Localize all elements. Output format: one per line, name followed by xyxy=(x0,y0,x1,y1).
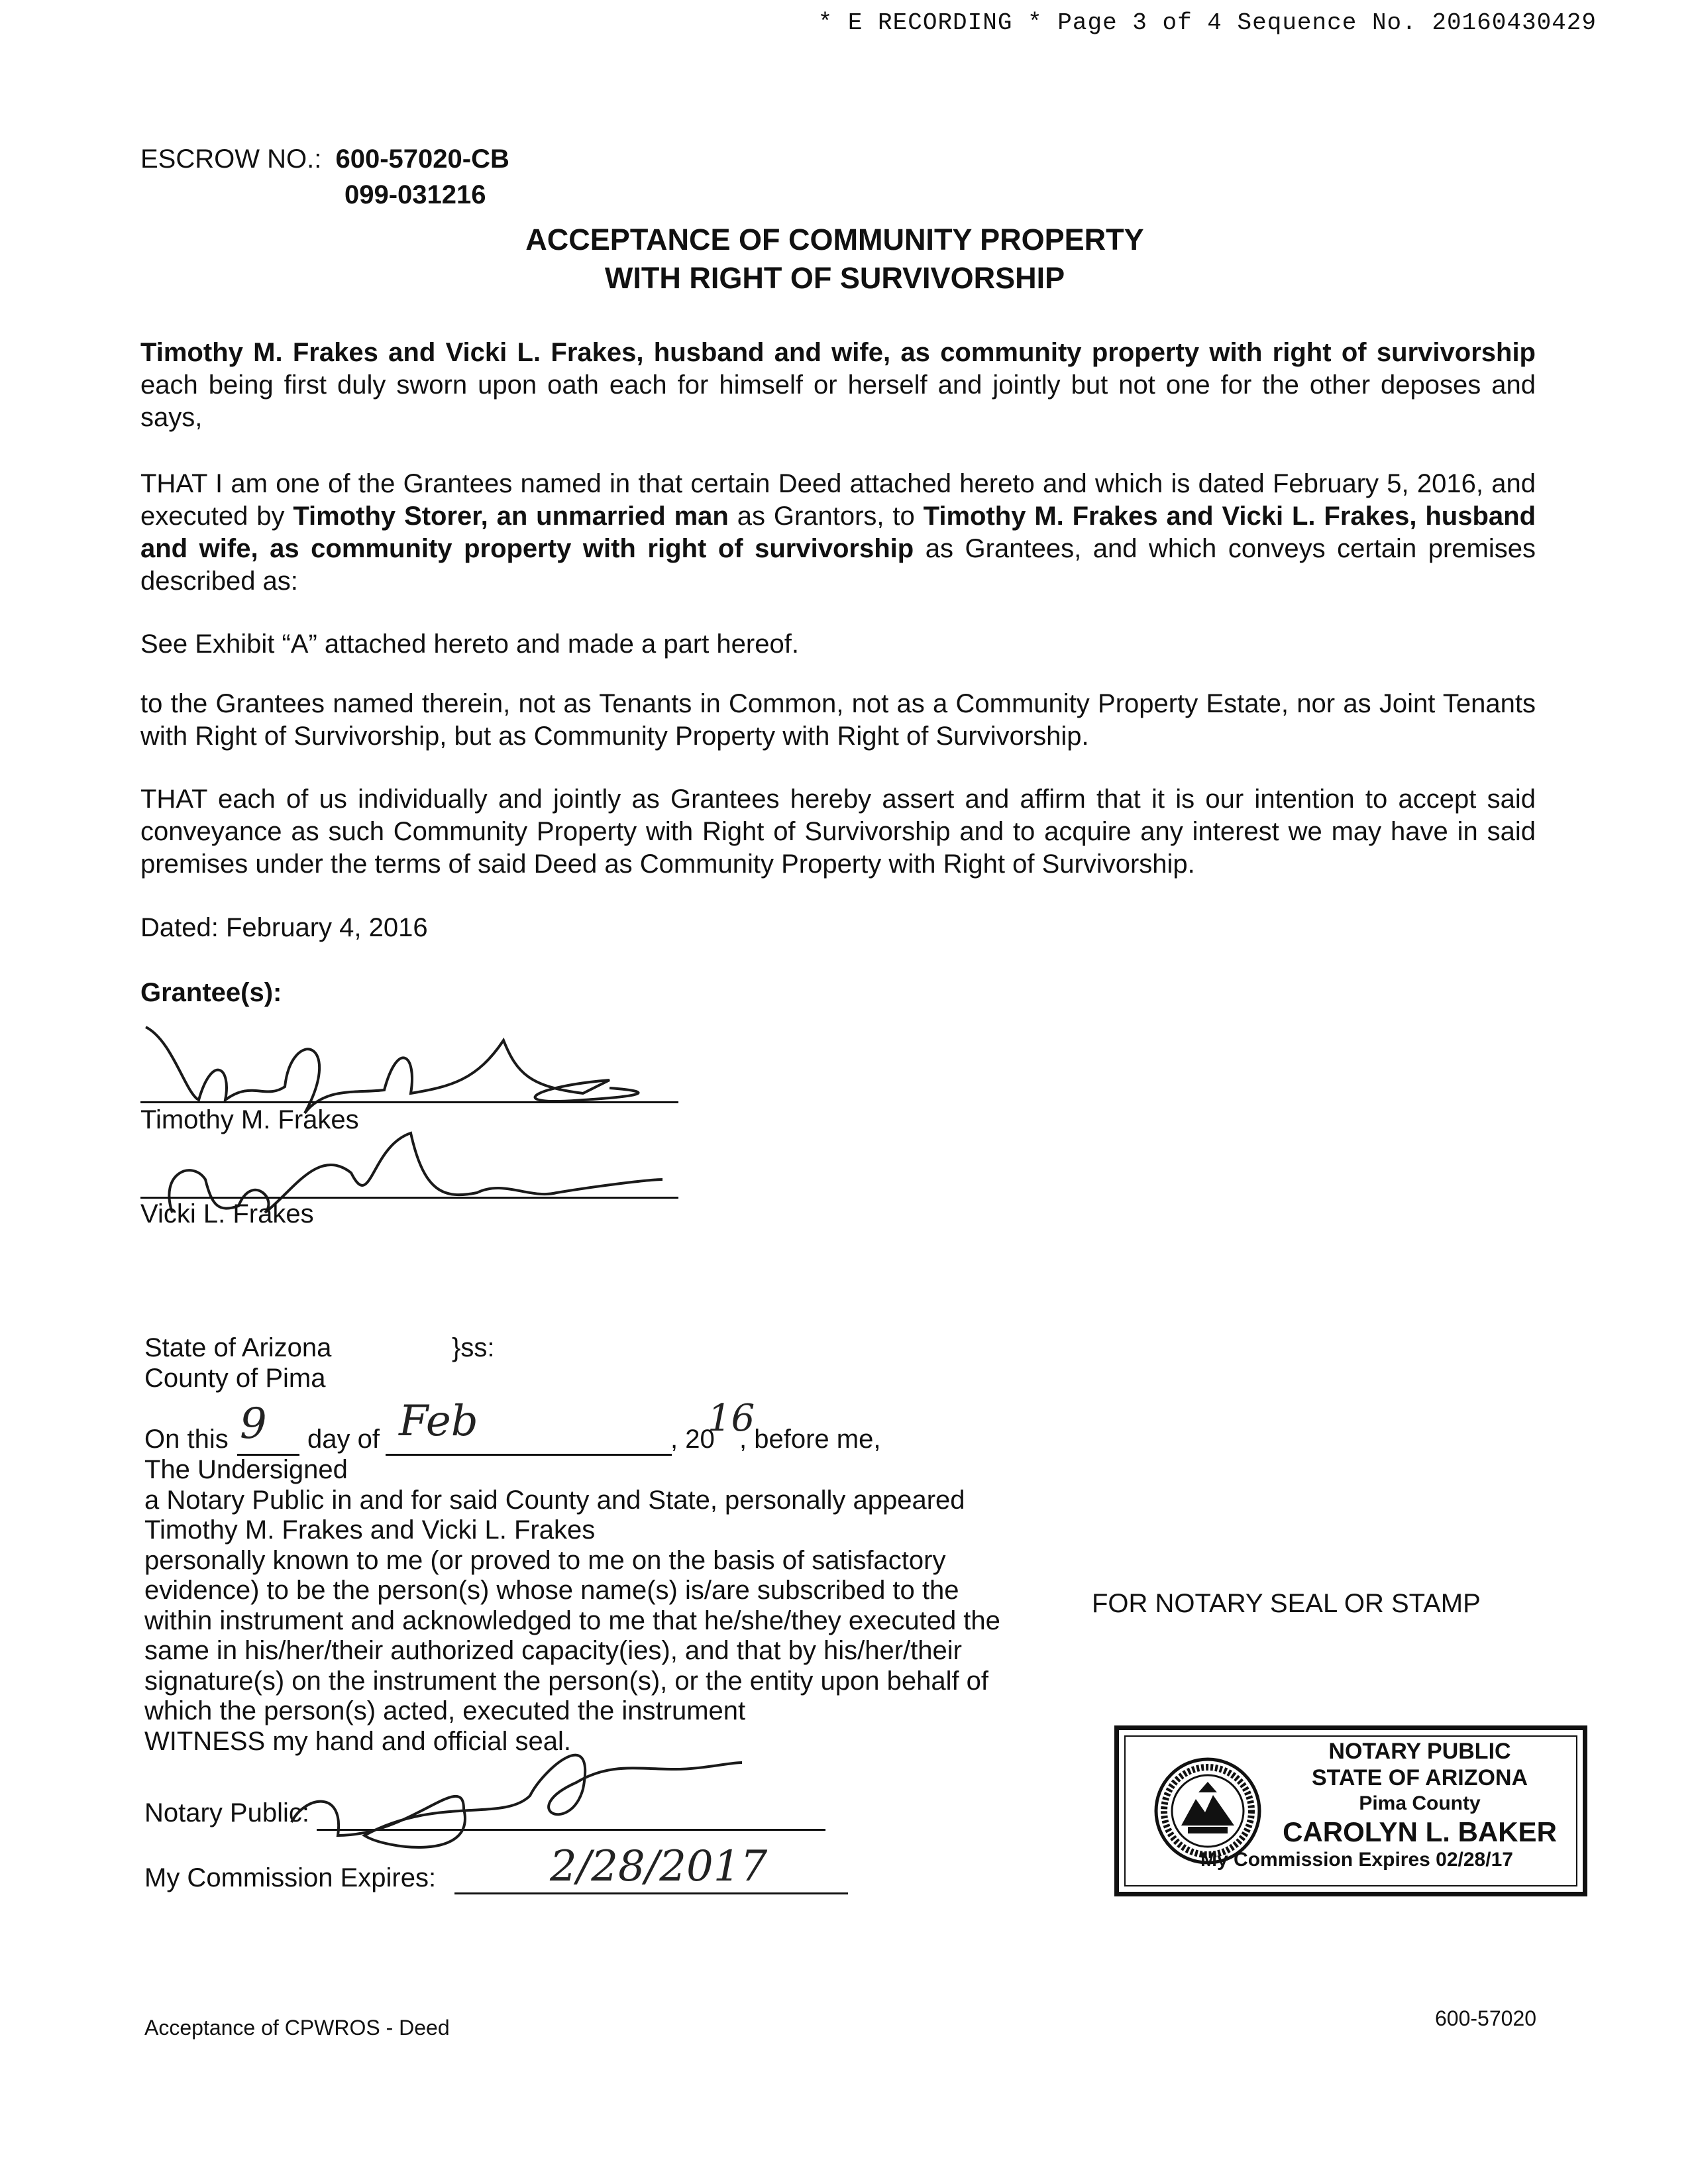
month-value: Feb xyxy=(399,1397,478,1446)
stamp-line-2: STATE OF ARIZONA xyxy=(1311,1765,1528,1790)
grantor-name: Timothy Storer, an unmarried man xyxy=(293,502,729,531)
intro-rest: each being first duly sworn upon oath each for himself or herself and jointly but not one for the other deposes and says, xyxy=(140,370,1536,432)
dated-line: Dated: February 4, 2016 xyxy=(140,913,428,942)
year-prefix: , 20 xyxy=(670,1425,715,1454)
expiration-value: 2/28/2017 xyxy=(550,1842,768,1891)
escrow-block xyxy=(140,144,509,174)
notary-county: County of Pima xyxy=(144,1364,326,1393)
on-this-label: On this xyxy=(144,1425,229,1454)
escrow-number-1: 600-57020-CB xyxy=(335,144,509,174)
affirm-paragraph: THAT each of us individually and jointly as Grantees hereby assert and affirm that it is our intention to accept said conveyance as such Community Property with Right of Survivorship and to acquire any interest we may have in said premises under the terms of said Deed as Community Property with Right of Survivorship. xyxy=(140,785,1536,879)
grant-text-1: THAT I am one of the Grantees named in that certain Deed attached hereto and which is dated February 5, 2016, and executed by xyxy=(140,469,1536,531)
notary-line: within instrument and acknowledged to me that he/she/they executed the xyxy=(144,1606,1000,1635)
notary-state: State of Arizona xyxy=(144,1333,332,1362)
grant-text-2: as Grantors, to xyxy=(728,502,924,531)
notary-line: personally known to me (or proved to me on the basis of satisfactory xyxy=(144,1545,946,1575)
commission-expires-label: My Commission Expires: xyxy=(144,1863,437,1892)
notary-line: a Notary Public in and for said County and State, personally appeared xyxy=(144,1485,965,1515)
footer-left: Acceptance of CPWROS - Deed xyxy=(144,2016,450,2040)
signature-line-2 xyxy=(140,1197,678,1199)
footer-right: 600-57020 xyxy=(1435,2006,1537,2030)
escrow-label: ESCROW NO.: xyxy=(140,144,322,174)
escrow-number-2: 099-031216 xyxy=(344,180,486,209)
notary-signature-svg xyxy=(265,1637,768,1862)
exhibit-paragraph: See Exhibit “A” attached hereto and made a part hereof. xyxy=(140,629,799,659)
intro-bold: Timothy M. Frakes and Vicki L. Frakes, husband and wife, as community property with right of survivorship xyxy=(140,338,1536,367)
notary-signature xyxy=(292,1755,742,1847)
stamp-text xyxy=(1200,1738,1576,1872)
signer-1-name: Timothy M. Frakes xyxy=(140,1105,359,1134)
notary-line: The Undersigned xyxy=(144,1455,348,1484)
document-title-line-1: ACCEPTANCE OF COMMUNITY PROPERTY xyxy=(525,223,1144,256)
tenants-paragraph: to the Grantees named therein, not as Tenants in Common, not as a Community Property Estate, nor as Joint Tenants with Right of Survivorship, but as Community Property with Right of Survivorship. xyxy=(140,689,1536,751)
notary-line: which the person(s) acted, executed the instrument xyxy=(144,1696,746,1725)
notary-line: same in his/her/their authorized capacity(ies), and that by his/her/their xyxy=(144,1636,962,1665)
notary-stamp xyxy=(1114,1725,1587,1896)
grantees-label: Grantee(s): xyxy=(140,978,282,1007)
signature-line-1 xyxy=(140,1101,678,1103)
grantee-names: Timothy M. Frakes and Vicki L. Frakes, husband and wife, as community property with right of survivorship xyxy=(140,502,1536,563)
stamp-line-1: NOTARY PUBLIC xyxy=(1328,1739,1511,1764)
intro-paragraph xyxy=(140,337,1536,434)
before-me: , before me, xyxy=(739,1425,881,1454)
notary-line: signature(s) on the instrument the person(s), or the entity upon behalf of xyxy=(144,1666,989,1696)
day-of-label: day of xyxy=(307,1425,380,1454)
year-value: 16 xyxy=(708,1397,755,1440)
stamp-line-5: My Commission Expires 02/28/17 xyxy=(1200,1849,1513,1871)
day-value: 9 xyxy=(240,1399,267,1448)
notary-public-label: Notary Public: xyxy=(144,1798,309,1828)
stamp-line-4: CAROLYN L. BAKER xyxy=(1283,1816,1557,1847)
grant-text-3: as Grantees, and which conveys certain premises described as: xyxy=(140,534,1536,596)
stamp-line-3: Pima County xyxy=(1359,1792,1481,1814)
recording-header: * E RECORDING * Page 3 of 4 Sequence No. 20160430429 xyxy=(818,9,1597,36)
seal-area-label: FOR NOTARY SEAL OR STAMP xyxy=(1092,1589,1481,1618)
notary-ss: }ss: xyxy=(452,1333,495,1362)
timothy-signature xyxy=(146,1027,639,1113)
notary-line: evidence) to be the person(s) whose name(s) is/are subscribed to the xyxy=(144,1576,959,1605)
notary-line: WITNESS my hand and official seal. xyxy=(144,1726,571,1756)
grant-paragraph xyxy=(140,468,1536,598)
expiration-line xyxy=(454,1892,848,1894)
notary-line: Timothy M. Frakes and Vicki L. Frakes xyxy=(144,1515,596,1545)
signer-2-name: Vicki L. Frakes xyxy=(140,1199,314,1228)
document-title-line-2: WITH RIGHT OF SURVIVORSHIP xyxy=(604,261,1065,295)
